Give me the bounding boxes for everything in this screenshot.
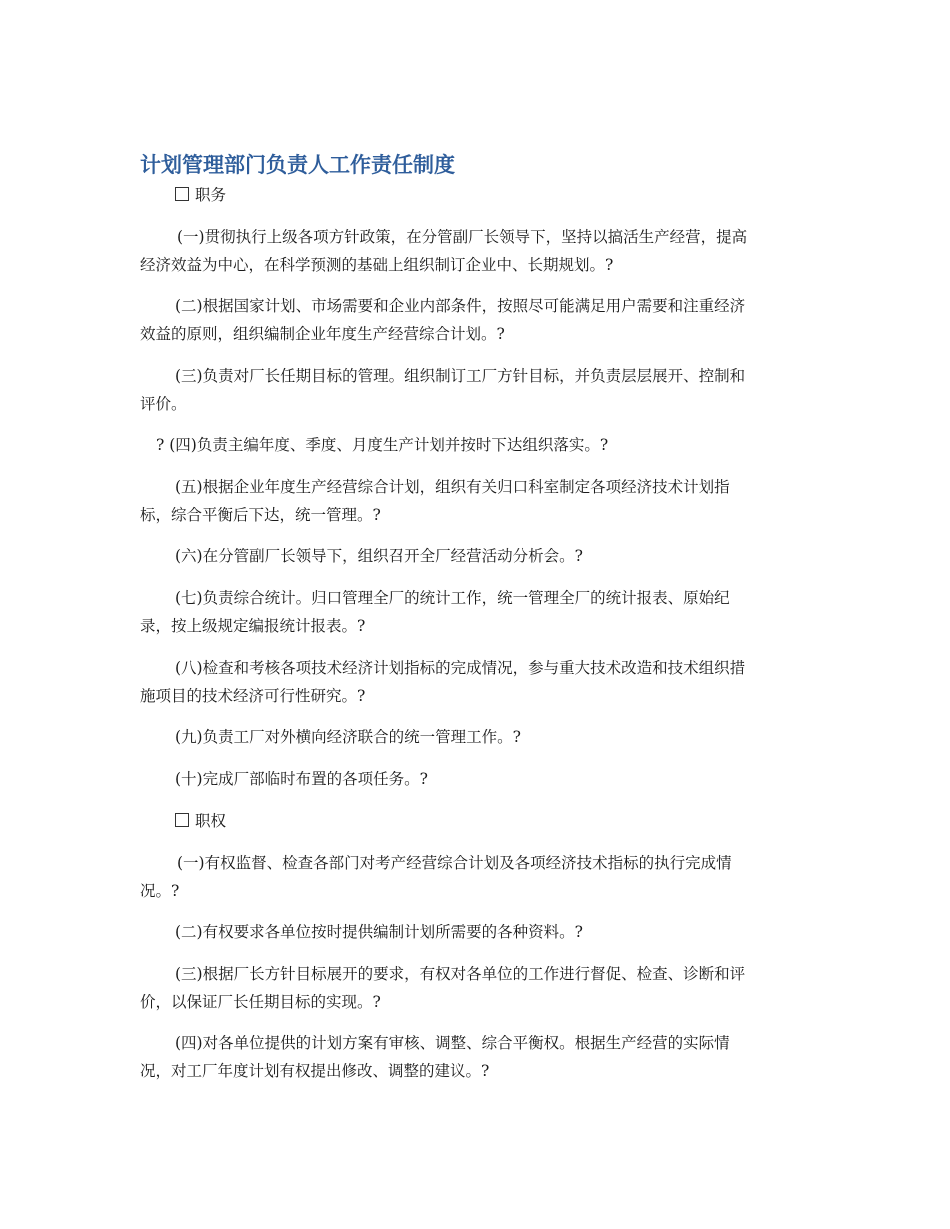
paragraph-line: 价，以保证厂长任期目标的实现。? <box>140 993 381 1011</box>
paragraph-line: 评价。 <box>140 395 187 413</box>
paragraph-line: (二)根据国家计划、市场需要和企业内部条件，按照尽可能满足用户需要和注重经济 <box>175 297 746 315</box>
duty-paragraph-1 <box>140 223 812 279</box>
paragraph-line: (三)根据厂长方针目标展开的要求，有权对各单位的工作进行督促、检查、诊断和评 <box>175 965 746 983</box>
section-heading-duties <box>140 181 812 209</box>
paragraph-line: (八)检查和考核各项技术经济计划指标的完成情况，参与重大技术改造和技术组织措 <box>175 659 746 677</box>
duty-paragraph-5 <box>140 473 812 529</box>
paragraph-line: 况，对工厂年度计划有权提出修改、调整的建议。? <box>140 1062 490 1080</box>
power-paragraph-1 <box>140 849 812 905</box>
section-heading-powers <box>140 807 812 835</box>
paragraph-line: (九)负责工厂对外横向经济联合的统一管理工作。? <box>175 728 521 746</box>
paragraph-line: 施项目的技术经济可行性研究。? <box>140 687 366 705</box>
duty-paragraph-7 <box>140 584 812 640</box>
duty-paragraph-8 <box>140 654 812 710</box>
section-label: 职权 <box>195 812 227 830</box>
duty-paragraph-6 <box>140 542 812 570</box>
duty-paragraph-10 <box>140 765 812 793</box>
power-paragraph-4 <box>140 1029 812 1085</box>
paragraph-line: 效益的原则，组织编制企业年度生产经营综合计划。? <box>140 325 505 343</box>
duty-paragraph-9 <box>140 723 812 751</box>
paragraph-line: (一)有权监督、检查各部门对考产经营综合计划及各项经济技术指标的执行完成情 <box>177 854 732 872</box>
page-title: 计划管理部门负责人工作责任制度 <box>140 153 455 177</box>
paragraph-line: (七)负责综合统计。归口管理全厂的统计工作，统一管理全厂的统计报表、原始纪 <box>175 589 730 607</box>
power-paragraph-3 <box>140 960 812 1016</box>
paragraph-line: ? (四)负责主编年度、季度、月度生产计划并按时下达组织落实。? <box>156 436 609 454</box>
paragraph-line: (五)根据企业年度生产经营综合计划，组织有关归口科室制定各项经济技术计划指 <box>175 478 730 496</box>
duty-paragraph-2 <box>140 292 812 348</box>
paragraph-line: (六)在分管副厂长领导下，组织召开全厂经营活动分析会。? <box>175 547 583 565</box>
checkbox-square-icon <box>175 187 189 201</box>
paragraph-line: (十)完成厂部临时布置的各项任务。? <box>175 770 428 788</box>
checkbox-square-icon <box>175 813 189 827</box>
paragraph-line: (一)贯彻执行上级各项方针政策，在分管副厂长领导下，坚持以搞活生产经营，提高 <box>177 228 748 246</box>
paragraph-line: (三)负责对厂长任期目标的管理。组织制订工厂方针目标，并负责层层展开、控制和 <box>175 367 746 385</box>
paragraph-line: 况。? <box>140 882 180 900</box>
paragraph-line: (二)有权要求各单位按时提供编制计划所需要的各种资料。? <box>175 923 583 941</box>
paragraph-line: 标，综合平衡后下达，统一管理。? <box>140 506 381 524</box>
duty-paragraph-3 <box>140 362 812 418</box>
power-paragraph-2 <box>140 918 812 946</box>
duty-paragraph-4 <box>140 431 812 459</box>
section-label: 职务 <box>195 186 227 204</box>
paragraph-line: (四)对各单位提供的计划方案有审核、调整、综合平衡权。根据生产经营的实际情 <box>175 1034 730 1052</box>
paragraph-line: 经济效益为中心，在科学预测的基础上组织制订企业中、长期规划。? <box>140 256 614 274</box>
paragraph-line: 录，按上级规定编报统计报表。? <box>140 617 366 635</box>
